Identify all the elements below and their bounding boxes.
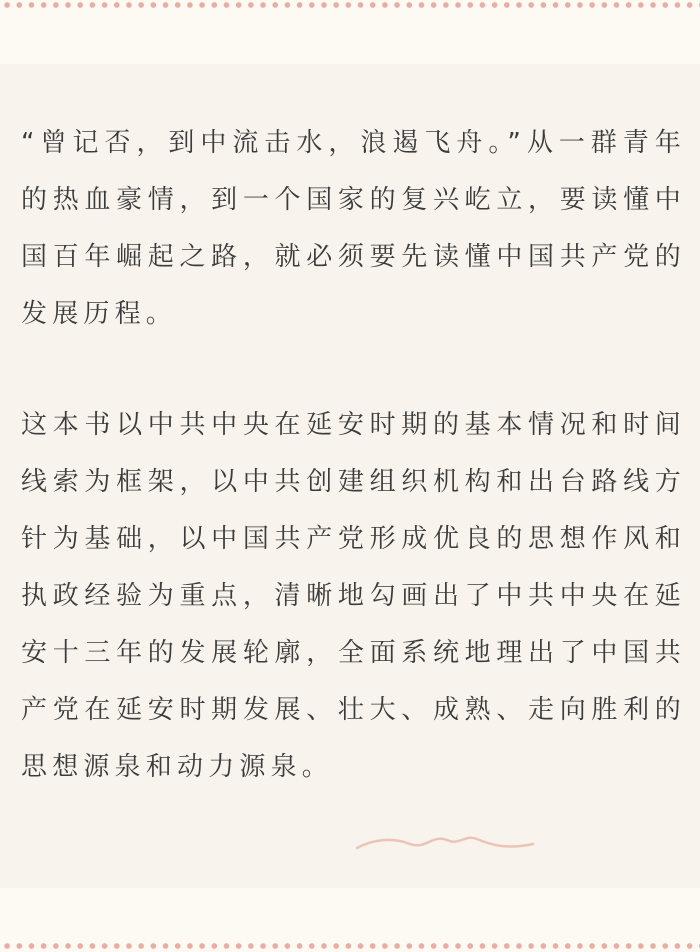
- description-paragraph: 这本书以中共中央在延安时期的基本情况和时间线索为框架，以中共创建组织机构和出台路线方针为基础，以中国共产党形成优良的思想作风和执政经验为重点，清晰地勾画出了中共中央在延安十三年的发展轮廓，全面系统地理出了中国共产党在延安时期发展、壮大、成熟、走向胜利的思想源泉和动力源泉。: [21, 410, 686, 782]
- intro-paragraph: “曾记否，到中流击水，浪遏飞舟。”从一群青年的热血豪情，到一个国家的复兴屹立，要读懂中国百年崛起之路，就必须要先读懂中国共产党的发展历程。: [21, 128, 686, 329]
- wave-divider-icon: [355, 830, 535, 858]
- top-dotted-border: [0, 0, 700, 10]
- bottom-dotted-border: [0, 941, 700, 951]
